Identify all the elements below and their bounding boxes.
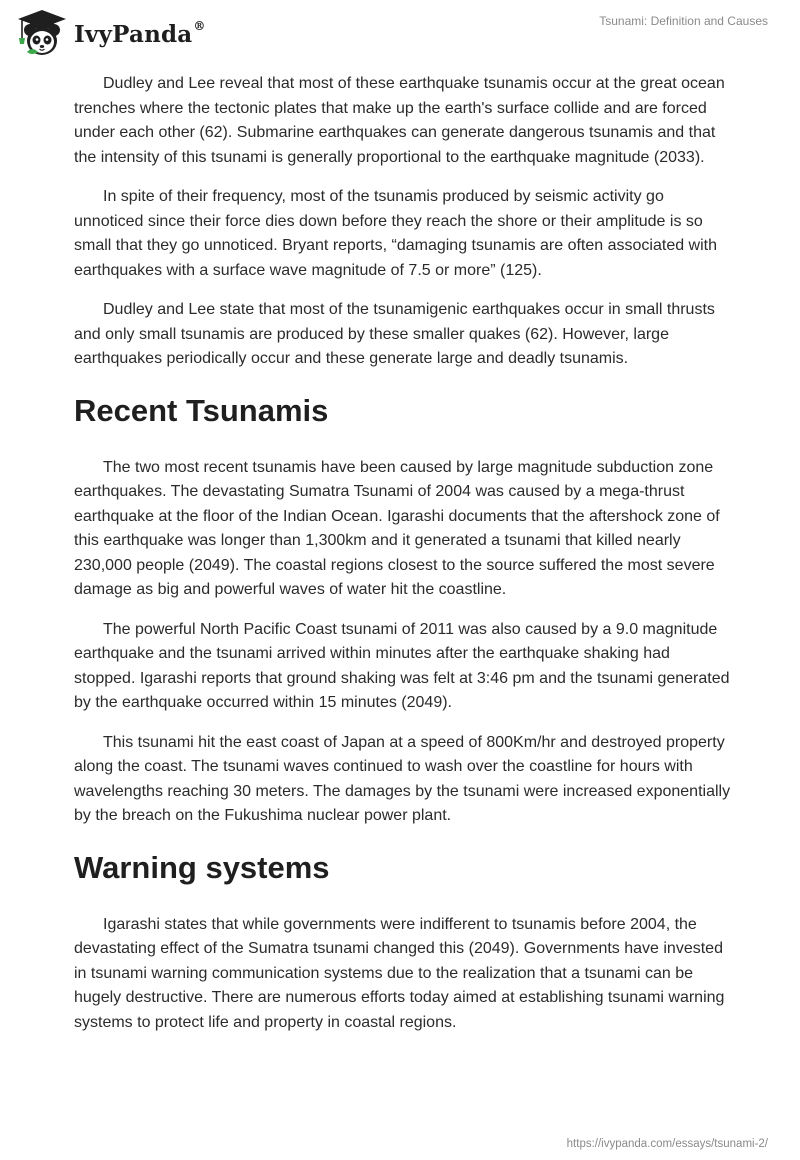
paragraph: The two most recent tsunamis have been caused by large magnitude subduction zone earthquakes. The devastating Sumatra Tsunami of 2004 was caused by a mega-thrust earthquake at the floor of the Indian Ocean. Igarashi documents that the aftershock zone of this earthquake was longer than 1,300km and it generated a tsunami that killed nearly 230,000 people (2049). The coastal regions closest to the source suffered the most severe damage as big and powerful waves of water hit the coastline. — [74, 458, 720, 598]
article-body — [74, 72, 734, 1050]
paragraph: Igarashi states that while governments were indifferent to tsunamis before 2004, the devastating effect of the Sumatra tsunami changed this (2049). Governments have invested in tsunami warning communication systems due to the realization that a tsunami can be hugely destructive. There are numerous efforts today aimed at establishing tsunami warning systems to protect life and property in coastal regions. — [74, 915, 725, 1031]
section-heading-recent-tsunamis: Recent Tsunamis — [74, 392, 329, 428]
section-heading-warning-systems: Warning systems — [74, 849, 330, 885]
document-title: Tsunami: Definition and Causes — [599, 14, 768, 28]
paragraph: In spite of their frequency, most of the tsunamis produced by seismic activity go unnoticed since their force dies down before they reach the shore or their amplitude is so small that they go unnoticed. Bryant reports, “damaging tsunamis are often associated with earthquakes with a surface wave magnitude of 7.5 or more” (125). — [74, 188, 718, 279]
paragraph: Dudley and Lee state that most of the tsunamigenic earthquakes occur in small thrusts and only small tsunamis are produced by these smaller quakes (62). However, large earthquakes periodically occur and these generate large and deadly tsunamis. — [74, 301, 715, 367]
registered-mark: ® — [193, 18, 206, 33]
source-url-link[interactable]: https://ivypanda.com/essays/tsunami-2/ — [566, 1138, 768, 1150]
paragraph: The powerful North Pacific Coast tsunami of 2011 was also caused by a 9.0 magnitude earthquake and the tsunami arrived within minutes after the earthquake shaking had stopped. Igarashi reports that ground shaking was felt at 3:46 pm and the tsunami generated by the earthquake occurred within 15 minutes (2049). — [74, 620, 730, 711]
ivypanda-logo[interactable] — [14, 8, 206, 58]
paragraph: Dudley and Lee reveal that most of these earthquake tsunamis occur at the great ocean trenches where the tectonic plates that make up the earth's surface collide and are forced under each other (62). Submarine earthquakes can generate dangerous tsunamis and that the intensity of this tsunami is generally proportional to the earthquake magnitude (2033). — [74, 75, 725, 166]
brand-name: IvyPanda® — [74, 18, 206, 48]
page-header — [0, 0, 800, 64]
panda-graduation-cap-icon — [14, 8, 70, 58]
paragraph: This tsunami hit the east coast of Japan at a speed of 800Km/hr and destroyed property along the coast. The tsunami waves continued to wash over the coastline for hours with wavelengths reaching 30 meters. The damages by the tsunami were increased exponentially by the breach on the Fukushima nuclear power plant. — [74, 733, 731, 824]
